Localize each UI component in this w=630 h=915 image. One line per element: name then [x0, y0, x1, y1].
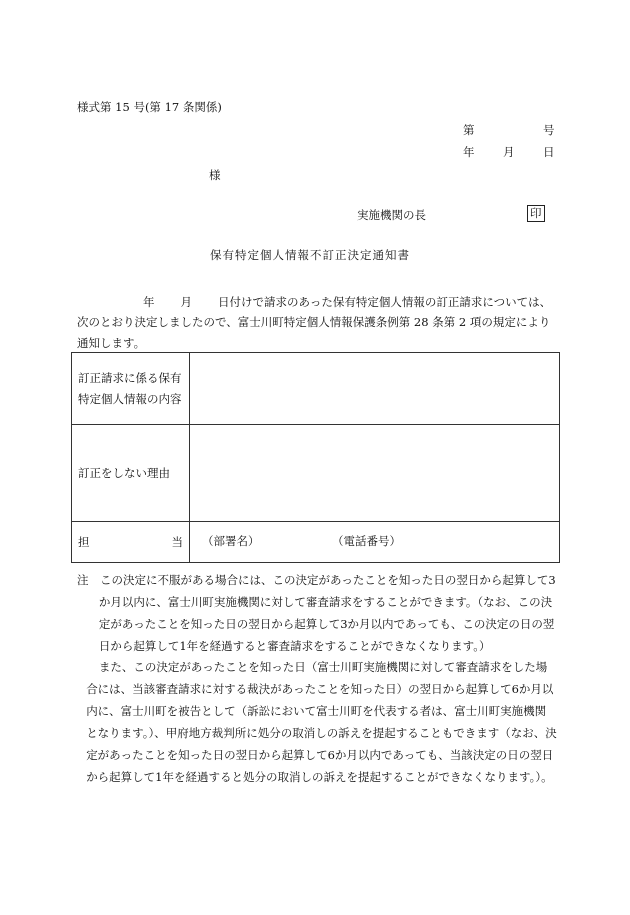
reason-field[interactable]	[190, 425, 560, 522]
note-paragraph-2: また、この決定があったことを知った日（富士川町実施機関に対して審査請求をした場合には、当該審査請求に対する裁決があったことを知った日）の翌日から起算して6か月以内に、富士川町を被告として（訴訟において富士川町を代表する者は、富士川町実施機関となります。）、甲府地方裁判所に処分の取消しの訴えを提起することもできます（なお、決定があったことを知った日の翌日から起算して6か月以内であっても、当該決定の日の翌日から起算して1年を経過すると処分の取消しの訴えを提起することができなくなります。）。	[86, 660, 557, 784]
row-label-reason: 訂正をしない理由	[72, 425, 190, 522]
contact-label-left: 担	[78, 534, 90, 549]
seal-mark: 印	[527, 205, 545, 222]
table-row	[72, 522, 560, 563]
addressee-honorific: 様	[209, 168, 221, 182]
content-field[interactable]	[190, 353, 560, 425]
document-number-label: 第	[463, 123, 475, 137]
date-day-label: 日	[543, 145, 555, 159]
contact-field[interactable]	[190, 522, 560, 563]
table-row	[72, 425, 560, 522]
department-label: （部署名）	[202, 534, 260, 549]
notes-section	[77, 570, 557, 788]
form-number-label: 様式第 15 号(第 17 条関係)	[77, 100, 222, 114]
date-year-label: 年	[463, 145, 475, 159]
notice-table	[71, 352, 560, 563]
table-row	[72, 353, 560, 425]
issuer-title: 実施機関の長	[357, 208, 426, 222]
intro-text: 日付けで請求のあった保有特定個人情報の訂正請求については、次のとおり決定しましたので、富士川町特定個人情報保護条例第 28 条第 2 項の規定により通知します。	[77, 295, 552, 350]
intro-month: 月	[180, 295, 192, 309]
row-label-contact	[72, 522, 190, 563]
intro-year: 年	[143, 295, 155, 309]
contact-label-right: 当	[171, 534, 183, 549]
document-number-suffix: 号	[543, 123, 555, 137]
date-month-label: 月	[503, 145, 515, 159]
note-paragraph-1: 注 この決定に不服がある場合には、この決定があったことを知った日の翌日から起算して3か月以内に、富士川町実施機関に対して審査請求をすることができます。（なお、この決定があったことを知った日の翌日から起算して3か月以内であっても、この決定の日の翌日から起算して1年を経過すると審査請求をすることができなくなります。）	[77, 573, 556, 653]
phone-label: （電話番号）	[332, 534, 401, 549]
row-label-content: 訂正請求に係る保有特定個人情報の内容	[72, 353, 190, 425]
intro-paragraph	[77, 292, 555, 353]
document-title: 保有特定個人情報不訂正決定通知書	[210, 248, 410, 262]
